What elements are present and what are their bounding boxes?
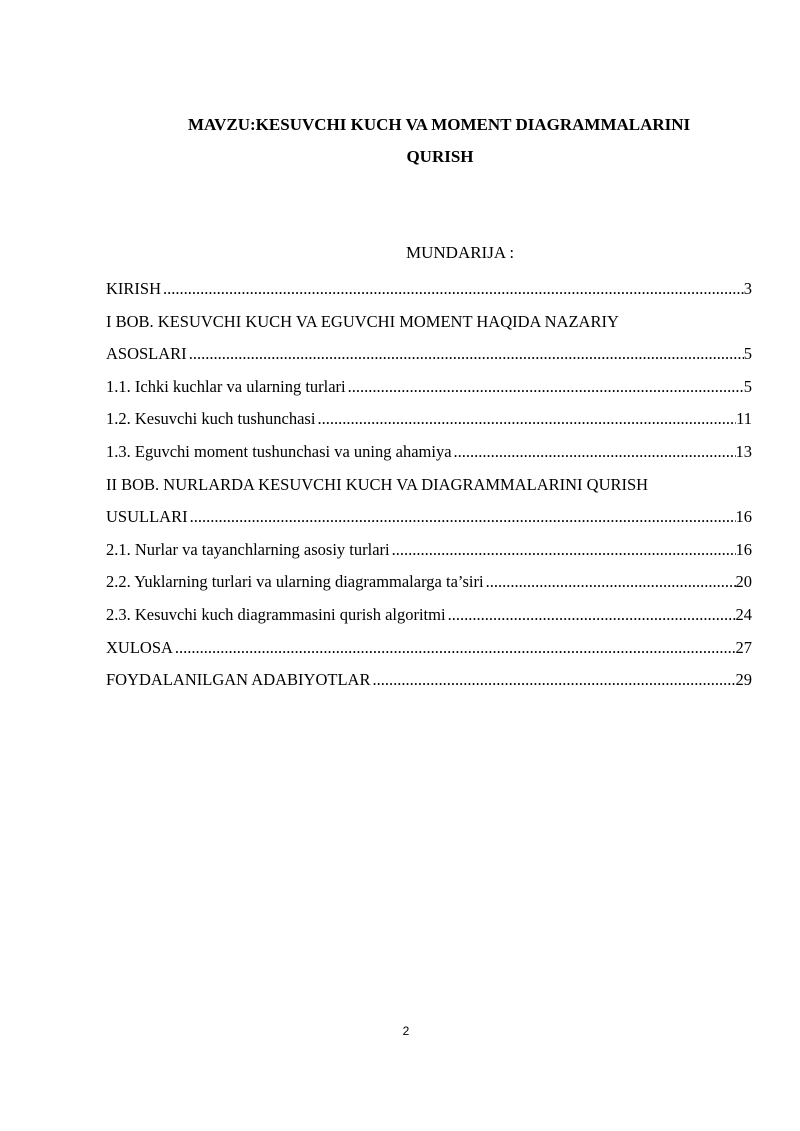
- toc-entry-page: 27: [735, 637, 752, 657]
- toc-leader-dots: [452, 439, 736, 465]
- toc-entry: [106, 667, 752, 700]
- toc-entry-label: 1.2. Kesuvchi kuch tushunchasi: [106, 409, 316, 429]
- toc-entry-label: FOYDALANILGAN ADABIYOTLAR: [106, 670, 371, 690]
- toc-leader-dots: [187, 341, 744, 367]
- toc-leader-dots: [446, 602, 736, 628]
- toc-entry-page: 5: [743, 344, 752, 364]
- toc-entry: [106, 635, 752, 668]
- toc-entry: [106, 504, 752, 537]
- toc-entry-page: 16: [735, 539, 752, 559]
- toc-entry: [106, 569, 752, 602]
- toc-entry-label: 1.1. Ichki kuchlar va ularning turlari: [106, 376, 346, 396]
- toc-entry-label: I BOB. KESUVCHI KUCH VA EGUVCHI MOMENT HAQIDA NAZARIY: [106, 311, 619, 331]
- toc-leader-dots: [315, 406, 736, 432]
- toc-entry-page: 29: [735, 670, 752, 690]
- toc-entry-label: 2.3. Kesuvchi kuch diagrammasini qurish algoritmi: [106, 604, 446, 624]
- toc-entry: [106, 439, 752, 472]
- toc-entry-page: 20: [735, 572, 752, 592]
- toc-entry-label: 2.1. Nurlar va tayanchlarning asosiy turlari: [106, 539, 390, 559]
- toc-leader-dots: [346, 374, 744, 400]
- toc-entry-label: USULLARI: [106, 507, 188, 527]
- toc-entry-label: KIRISH: [106, 279, 162, 298]
- toc-leader-dots: [370, 667, 735, 693]
- toc-entry-label: XULOSA: [106, 637, 173, 657]
- toc-leader-dots: [173, 635, 736, 661]
- toc-leader-dots: [390, 537, 736, 563]
- document-title-line-2: QURISH: [406, 147, 474, 166]
- toc-entry-page: 24: [735, 604, 752, 624]
- toc-entry: [106, 309, 752, 342]
- toc-entry-page: 16: [735, 507, 752, 527]
- toc-heading: MUNDARIJA :: [406, 243, 515, 262]
- toc-entry: [106, 537, 752, 570]
- toc-entry-page: 5: [743, 376, 752, 396]
- toc-entry-page: 11: [736, 409, 752, 429]
- toc-leader-dots: [161, 276, 744, 302]
- toc-leader-dots: [484, 569, 736, 595]
- toc-entry: [106, 406, 752, 439]
- toc-entry-page: 13: [735, 441, 752, 461]
- toc-entry: [106, 374, 752, 407]
- toc-entry-label: II BOB. NURLARDA KESUVCHI KUCH VA DIAGRAMMALARINI QURISH: [106, 474, 649, 494]
- toc-entry-label: ASOSLARI: [106, 344, 187, 364]
- toc-entry-label: 1.3. Eguvchi moment tushunchasi va uning ahamiya: [106, 441, 452, 461]
- table-of-contents: [106, 276, 752, 700]
- page-number: 2: [402, 1024, 410, 1038]
- document-title-line-1: MAVZU:KESUVCHI KUCH VA MOMENT DIAGRAMMALARINI: [188, 115, 691, 134]
- toc-entry: [106, 276, 752, 309]
- toc-entry: [106, 602, 752, 635]
- toc-entry-label: 2.2. Yuklarning turlari va ularning diagrammalarga ta’siri: [106, 572, 484, 592]
- toc-entry: [106, 472, 752, 505]
- toc-entry-page: 3: [743, 279, 752, 298]
- toc-entry: [106, 341, 752, 374]
- toc-leader-dots: [188, 504, 736, 530]
